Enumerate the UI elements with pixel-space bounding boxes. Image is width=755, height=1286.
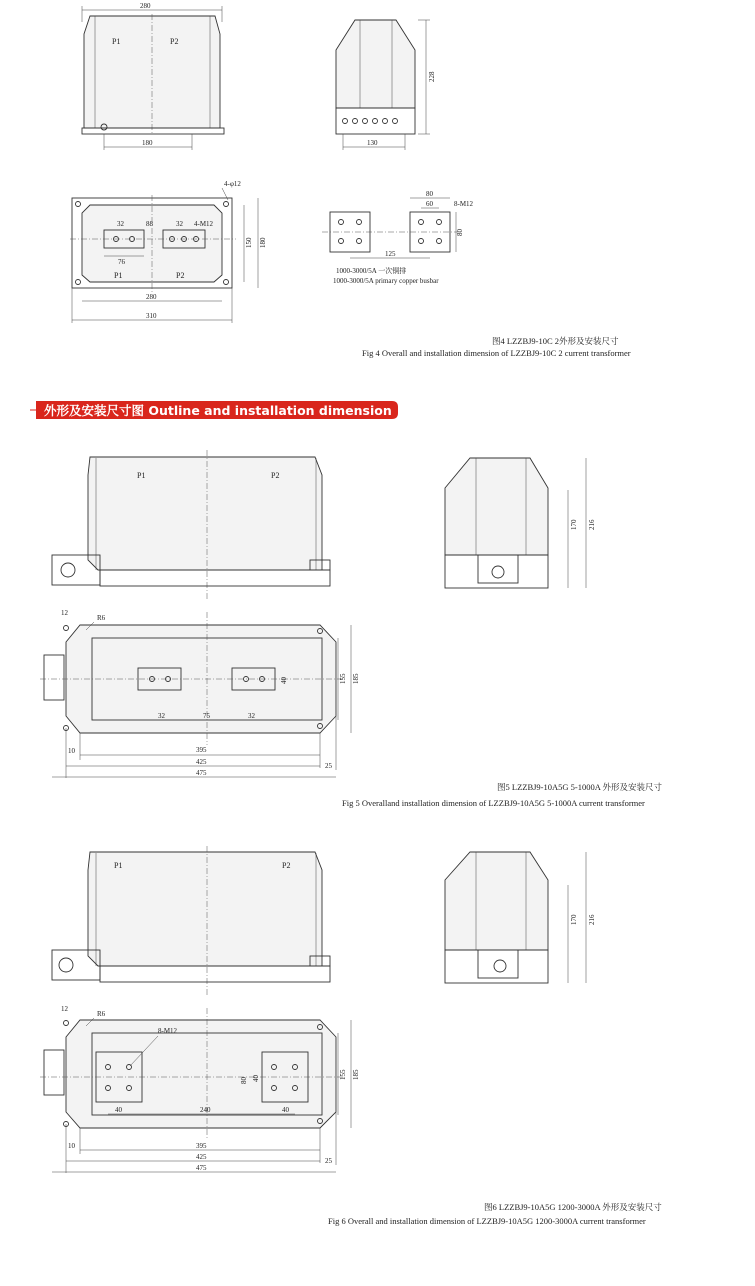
fig5-front-view (52, 450, 330, 600)
fig4-plan-view (70, 180, 267, 323)
fig6-side-dim-216: 216 (588, 914, 596, 925)
fig6-plan-dim-40b: 40 (282, 1106, 289, 1114)
fig4-busbar-dim-60: 60 (426, 200, 433, 208)
fig5-plan-dim-10: 10 (68, 747, 75, 755)
fig4-busbar-note-cn: 1000-3000/5A 一次铜排 (336, 267, 407, 275)
fig4-plan-dim-76: 76 (118, 258, 125, 266)
fig4-plan-p1: P1 (114, 271, 123, 280)
fig5-side-dim-216: 216 (588, 519, 596, 530)
fig4-plan-dim-32b: 32 (176, 220, 183, 228)
fig6-plan-r6: R6 (97, 1010, 106, 1018)
fig4-side-view (336, 20, 436, 150)
fig5-plan-dim-75: 75 (203, 712, 210, 720)
fig4-plan-dim-88: 88 (146, 220, 153, 228)
fig5-front-p2: P2 (271, 471, 280, 480)
fig4-busbar-dim-80: 80 (426, 190, 433, 198)
fig4-side-dim-228: 228 (428, 71, 436, 82)
fig6-front-view (52, 846, 330, 996)
fig4-plan-dim-280: 280 (146, 293, 157, 301)
fig6-side-view (445, 852, 596, 983)
fig4-caption-cn: 图4 LZZBJ9-10C 2外形及安装尺寸 (492, 336, 619, 346)
banner-title: 外形及安装尺寸图 Outline and installation dimension (44, 403, 392, 418)
fig4-plan-holes: 4-φ12 (224, 180, 241, 188)
fig4-plan-dim-310: 310 (146, 312, 157, 320)
fig4-front-view (82, 2, 224, 150)
fig6-plan-dim-40a: 40 (115, 1106, 122, 1114)
fig6-plan-dim-25: 25 (325, 1157, 332, 1165)
fig6-plan-dim-80: 80 (240, 1077, 248, 1084)
fig6-plan-dim-155: 155 (339, 1069, 347, 1080)
section-banner (30, 401, 398, 419)
fig5-plan-dim-425: 425 (196, 758, 207, 766)
fig5-plan-dim-32a: 32 (158, 712, 165, 720)
fig4-front-dim-180: 180 (142, 139, 153, 147)
fig6-plan-dim-40v: 40 (252, 1075, 260, 1082)
fig5-plan-dim-32b: 32 (248, 712, 255, 720)
fig4-caption-en: Fig 4 Overall and installation dimension of LZZBJ9-10C 2 current transformer (362, 348, 631, 358)
fig6-plan-dim-10: 10 (68, 1142, 75, 1150)
fig4-front-dim-280: 280 (140, 2, 151, 10)
fig4-busbar (322, 190, 474, 285)
fig5-plan-dim-155: 155 (339, 673, 347, 684)
fig4-plan-m12: 4-M12 (194, 220, 214, 228)
fig6-plan-dim-475: 475 (196, 1164, 207, 1172)
fig5-front-p1: P1 (137, 471, 146, 480)
fig6-front-p2: P2 (282, 861, 291, 870)
fig5-plan-dim-25: 25 (325, 762, 332, 770)
fig5-plan-r6: R6 (97, 614, 106, 622)
fig5-plan-dim-12: 12 (61, 609, 68, 617)
fig4-plan-p2: P2 (176, 271, 185, 280)
fig4-busbar-m12: 8-M12 (454, 200, 474, 208)
fig5-plan-dim-40: 40 (280, 677, 288, 684)
fig5-side-dim-170: 170 (570, 519, 578, 530)
fig4-busbar-dim-125: 125 (385, 250, 396, 258)
fig6-plan-dim-240: 240 (200, 1106, 211, 1114)
fig4-busbar-note-en: 1000-3000/5A primary copper busbar (333, 277, 439, 285)
fig5-caption-cn: 图5 LZZBJ9-10A5G 5-1000A 外形及安装尺寸 (497, 782, 663, 792)
fig6-plan-m12: 8-M12 (158, 1027, 178, 1035)
fig4-plan-dim-150: 150 (245, 237, 253, 248)
fig5-plan-dim-185: 185 (352, 673, 360, 684)
fig6-plan-dim-185: 185 (352, 1069, 360, 1080)
fig6-side-dim-170: 170 (570, 914, 578, 925)
fig4-front-p2: P2 (170, 37, 179, 46)
fig5-side-view (445, 458, 596, 588)
fig4-front-p1: P1 (112, 37, 121, 46)
fig5-plan-dim-475: 475 (196, 769, 207, 777)
fig4-busbar-dim-80v: 80 (456, 229, 464, 236)
fig6-plan-dim-12: 12 (61, 1005, 68, 1013)
fig4-side-dim-130: 130 (367, 139, 378, 147)
fig4-plan-dim-180: 180 (259, 237, 267, 248)
fig5-caption-en: Fig 5 Overalland installation dimension of LZZBJ9-10A5G 5-1000A current transformer (342, 798, 645, 808)
fig6-caption-en: Fig 6 Overall and installation dimension of LZZBJ9-10A5G 1200-3000A current transformer (328, 1216, 646, 1226)
fig6-caption-cn: 图6 LZZBJ9-10A5G 1200-3000A 外形及安装尺寸 (484, 1202, 662, 1212)
fig5-plan-dim-395: 395 (196, 746, 207, 754)
fig6-plan-dim-425: 425 (196, 1153, 207, 1161)
fig6-plan-dim-395: 395 (196, 1142, 207, 1150)
fig5-plan-view (40, 609, 360, 778)
fig4-plan-dim-32a: 32 (117, 220, 124, 228)
fig6-plan-view (40, 1005, 360, 1173)
fig6-front-p1: P1 (114, 861, 123, 870)
